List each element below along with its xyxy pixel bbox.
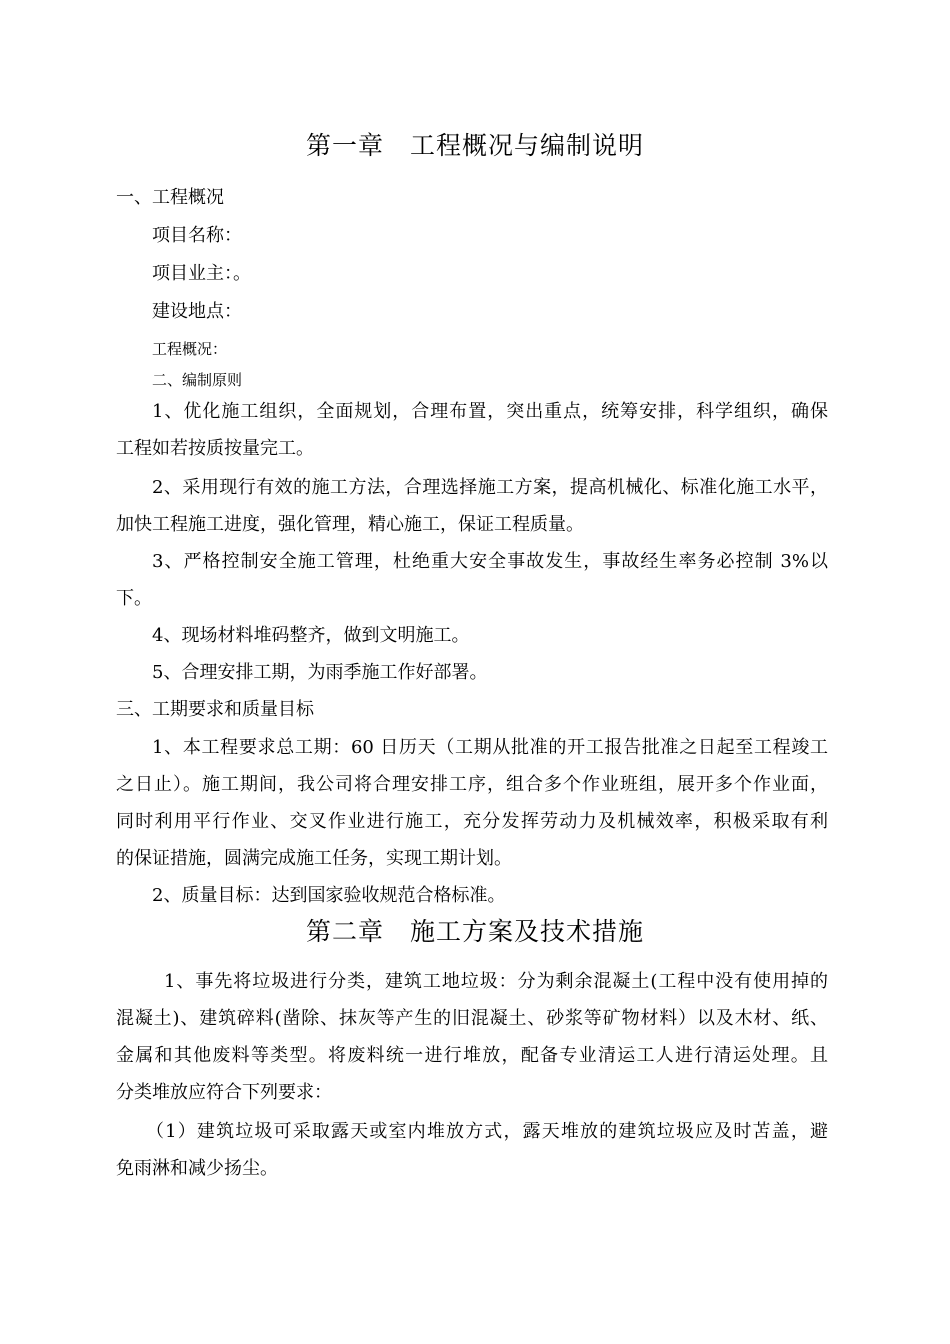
project-owner-label: 项目业主：。 [152,263,251,284]
principle-3-line1: 3、严格控制安全施工管理，杜绝重大安全事故发生，事故经生率务必控制 3%以 [152,551,828,572]
quality-target: 2、质量目标：达到国家验收规范合格标准。 [152,885,506,906]
waste-line1: 1、事先将垃圾进行分类，建筑工地垃圾：分为剩余混凝土(工程中没有使用掉的 [164,971,828,992]
schedule-line2: 之日止）。施工期间，我公司将合理安排工序，组合多个作业班组，展开多个作业面， [116,774,828,795]
principle-2-line1: 2、采用现行有效的施工方法，合理选择施工方案，提高机械化、标准化施工水平， [152,477,828,498]
section2-heading: 二、编制原则 [152,371,243,389]
section1-heading: 一、工程概况 [116,187,224,208]
location-label: 建设地点： [152,301,242,322]
principle-4: 4、现场材料堆码整齐，做到文明施工。 [152,625,470,646]
chapter1-title: 第一章 工程概况与编制说明 [305,131,644,160]
waste-line2: 混凝土)、建筑碎料(凿除、抹灰等产生的旧混凝土、砂浆等矿物材料）以及木材、纸、 [116,1008,828,1029]
principle-1-line1: 1、优化施工组织，全面规划，合理布置，突出重点，统筹安排，科学组织，确保 [152,401,828,422]
chapter2-title: 第二章 施工方案及技术措施 [305,917,644,946]
waste-line3: 金属和其他废料等类型。将废料统一进行堆放，配备专业清运工人进行清运处理。且 [116,1045,828,1066]
schedule-line4: 的保证措施，圆满完成施工任务，实现工期计划。 [116,848,512,869]
schedule-line3: 同时利用平行作业、交叉作业进行施工，充分发挥劳动力及机械效率，积极采取有利 [116,811,828,832]
section3-heading: 三、工期要求和质量目标 [116,699,314,720]
waste-line4: 分类堆放应符合下列要求： [116,1082,332,1103]
principle-5: 5、合理安排工期，为雨季施工作好部署。 [152,662,488,683]
storage-line2: 免雨淋和减少扬尘。 [116,1158,278,1179]
schedule-line1: 1、本工程要求总工期：60 日历天（工期从批准的开工报告批准之日起至工程竣工 [152,737,828,758]
principle-3-line2: 下。 [116,588,152,609]
principle-2-line2: 加快工程施工进度，强化管理，精心施工，保证工程质量。 [116,514,584,535]
overview-label: 工程概况： [152,340,228,358]
storage-line1: （1）建筑垃圾可采取露天或室内堆放方式，露天堆放的建筑垃圾应及时苫盖，避 [146,1121,828,1142]
principle-1-line2: 工程如若按质按量完工。 [116,438,314,459]
project-name-label: 项目名称： [152,225,242,246]
